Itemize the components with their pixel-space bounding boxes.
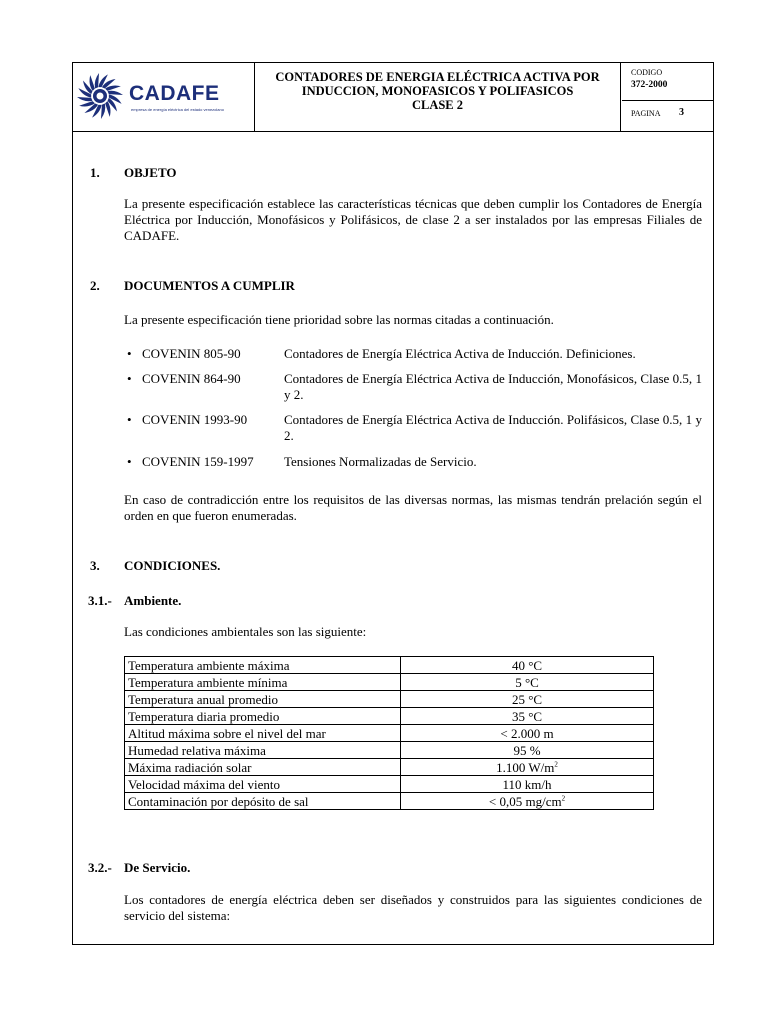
doc-description: Contadores de Energía Eléctrica Activa de Inducción. Polifásicos, Clase 0.5, 1 y 2.: [284, 412, 702, 443]
value-text: 5 °C: [515, 674, 539, 690]
value-cell: [401, 725, 654, 742]
section-2-number: 2.: [90, 278, 100, 293]
value-text: 25 °C: [511, 691, 543, 707]
section-1-title: OBJETO: [124, 165, 177, 180]
parameter-cell: Temperatura ambiente máxima: [125, 657, 401, 674]
value-text: < 0,05 mg/cm: [488, 793, 562, 809]
value-text: 1.100 W/m: [496, 759, 555, 775]
value-text: 95 %: [513, 742, 541, 758]
value-cell: [401, 793, 654, 810]
sun-ray: [105, 101, 110, 117]
section-1-number: 1.: [90, 165, 100, 180]
table-row: [125, 742, 654, 759]
bullet-icon: •: [127, 346, 132, 361]
bullet-icon: •: [127, 412, 132, 427]
subsection-3-2-text: Los contadores de energía eléctrica deben ser diseñados y construidos para las siguientes condiciones de servicio del sistema:: [124, 892, 702, 923]
value-cell: [401, 657, 654, 674]
table-row: [125, 708, 654, 725]
sun-ray: [77, 97, 92, 101]
table-row: [125, 674, 654, 691]
sun-ray: [101, 104, 105, 119]
table-row: [125, 691, 654, 708]
logo-name: CADAFE: [129, 82, 220, 105]
document-title: [255, 63, 621, 131]
parameter-cell: Contaminación por depósito de sal: [125, 793, 401, 810]
page-label: PAGINA: [631, 109, 661, 118]
section-2-title: DOCUMENTOS A CUMPLIR: [124, 278, 295, 293]
value-cell: [401, 708, 654, 725]
page-number: 3: [679, 107, 684, 118]
title-line: INDUCCION, MONOFASICOS Y POLIFASICOS: [301, 84, 574, 98]
doc-description: Tensiones Normalizadas de Servicio.: [284, 454, 477, 469]
table-row: [125, 657, 654, 674]
title-line: CONTADORES DE ENERGIA ELÉCTRICA ACTIVA POR: [275, 70, 600, 84]
doc-code: COVENIN 1993-90: [142, 412, 248, 427]
code-cell: [622, 63, 713, 131]
value-text: 110 km/h: [502, 776, 552, 792]
sun-ray: [108, 91, 123, 95]
section-2-intro: La presente especificación tiene prioridad sobre las normas citadas a continuación.: [124, 312, 554, 327]
parameter-cell: Humedad relativa máxima: [125, 742, 401, 759]
sun-ray: [105, 86, 121, 91]
value-text: 35 °C: [511, 708, 543, 724]
code-label: CODIGO: [631, 68, 663, 77]
subsection-3-1-number: 3.1.-: [88, 593, 112, 608]
parameter-cell: Altitud máxima sobre el nivel del mar: [125, 725, 401, 742]
doc-code: COVENIN 805-90: [142, 346, 241, 361]
doc-code: COVENIN 864-90: [142, 371, 241, 386]
bullet-icon: •: [127, 454, 132, 469]
document-header: [73, 63, 713, 132]
value-cell: [401, 742, 654, 759]
logo-cell: [73, 63, 255, 131]
section-2-closing: En caso de contradicción entre los requisitos de las diversas normas, las mismas tendrán prelación según el orden en que fueron enumeradas.: [124, 492, 702, 523]
sun-ray: [90, 75, 95, 91]
parameter-cell: Temperatura anual promedio: [125, 691, 401, 708]
value-text: < 2.000 m: [500, 725, 554, 741]
unit-exponent: 2: [561, 794, 566, 803]
value-cell: [401, 674, 654, 691]
bullet-icon: •: [127, 371, 132, 386]
code-value: 372-2000: [631, 80, 668, 90]
section-1-text: La presente especificación establece las características técnicas que deben cumplir los Contadores de Energía Eléctrica por Inducción, Monofásicos y Polifásicos, de clase 2 a ser instalados por las empresas Filiales de CADAFE.: [124, 196, 702, 243]
subsection-3-2-number: 3.2.-: [88, 860, 112, 875]
value-cell: [401, 691, 654, 708]
value-text: 40 °C: [511, 657, 543, 673]
section-3-title: CONDICIONES.: [124, 558, 221, 573]
parameter-cell: Máxima radiación solar: [125, 759, 401, 776]
code-box: [622, 63, 713, 101]
table-row: [125, 776, 654, 793]
table-row: [125, 725, 654, 742]
subsection-3-2-title: De Servicio.: [124, 860, 191, 875]
section-3-number: 3.: [90, 558, 100, 573]
value-cell: [401, 776, 654, 793]
logo-tagline: empresa de energía eléctrica del estado venezolano: [131, 107, 224, 112]
doc-description: Contadores de Energía Eléctrica Activa de Inducción, Monofásicos, Clase 0.5, 1 y 2.: [284, 371, 702, 402]
sun-ray: [79, 101, 95, 106]
table-row: [125, 759, 654, 776]
subsection-3-1-title: Ambiente.: [124, 593, 182, 608]
table-row: [125, 793, 654, 810]
parameter-cell: Temperatura diaria promedio: [125, 708, 401, 725]
sun-ray: [95, 73, 99, 88]
subsection-3-1-intro: Las condiciones ambientales son las siguiente:: [124, 624, 367, 639]
parameter-cell: Temperatura ambiente mínima: [125, 674, 401, 691]
parameter-cell: Velocidad máxima del viento: [125, 776, 401, 793]
unit-exponent: 2: [554, 760, 558, 769]
doc-description: Contadores de Energía Eléctrica Activa de Inducción. Definiciones.: [284, 346, 636, 361]
environment-conditions-table: [124, 656, 654, 810]
cadafe-sun-logo-icon: [75, 71, 125, 121]
doc-code: COVENIN 159-1997: [142, 454, 254, 469]
title-line: CLASE 2: [411, 98, 464, 112]
value-cell: [401, 759, 654, 776]
